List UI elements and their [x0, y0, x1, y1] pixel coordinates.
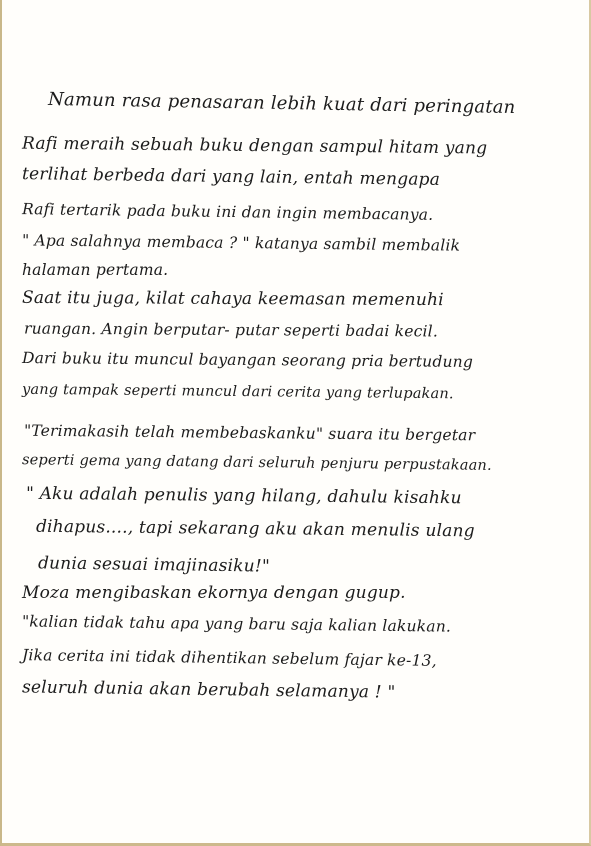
text-line: ruangan. Angin berputar- putar seperti badai kecil. — [23, 319, 439, 341]
text-line: Saat itu juga, kilat cahaya keemasan memenuhi — [21, 287, 444, 311]
text-line: "Terimakasih telah membebaskanku" suara itu bergetar — [23, 421, 476, 445]
text-line: seluruh dunia akan berubah selamanya ! " — [21, 677, 396, 703]
text-line: Dari buku itu muncul bayangan seorang pria bertudung — [21, 349, 474, 371]
text-line: halaman pertama. — [22, 261, 169, 279]
text-line: seperti gema yang datang dari seluruh penjuru perpustakaan. — [21, 452, 492, 474]
text-line: " Aku adalah penulis yang hilang, dahulu kisahku — [25, 483, 462, 509]
text-line: terlihat berbeda dari yang lain, entah mengapa — [21, 164, 441, 190]
text-line: yang tampak seperti muncul dari cerita yang terlupakan. — [21, 381, 454, 403]
text-line: dihapus...., tapi sekarang aku akan menulis ulang — [35, 516, 475, 542]
text-line: " Apa salahnya membaca ? " katanya sambil membalik — [21, 231, 461, 255]
text-line: Rafi tertarik pada buku ini dan ingin membacanya. — [21, 200, 434, 224]
text-line: Rafi meraih sebuah buku dengan sampul hitam yang — [21, 133, 488, 159]
text-line: dunia sesuai imajinasiku!" — [37, 553, 271, 577]
text-line: "kalian tidak tahu apa yang baru saja kalian lakukan. — [21, 612, 452, 636]
text-line: Moza mengibaskan ekornya dengan gugup. — [22, 583, 406, 603]
text-line: Jika cerita ini tidak dihentikan sebelum fajar ke-13, — [21, 646, 437, 670]
text-line: Namun rasa penasaran lebih kuat dari peringatan — [47, 88, 516, 119]
